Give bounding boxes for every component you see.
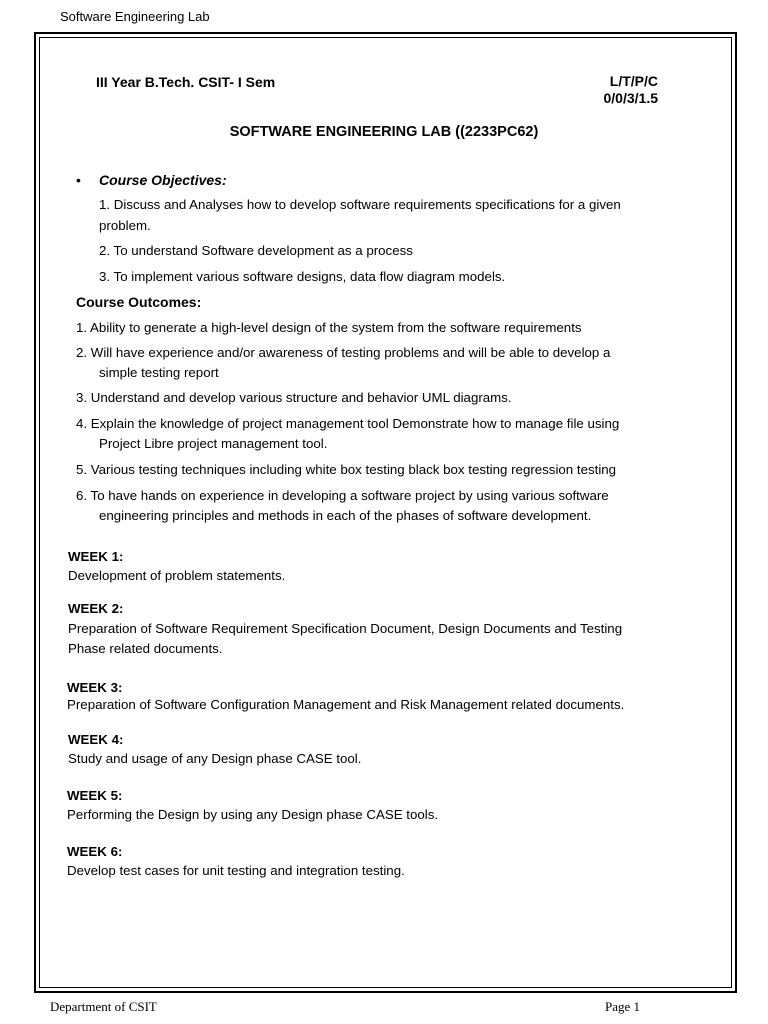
- week-6-text: Develop test cases for unit testing and integration testing.: [67, 863, 405, 878]
- objective-item: 2. To understand Software development as a process: [99, 243, 413, 258]
- page-title: SOFTWARE ENGINEERING LAB ((2233PC62): [229, 124, 539, 140]
- week-4-label: WEEK 4:: [68, 732, 124, 747]
- outcome-item: simple testing report: [99, 365, 219, 380]
- week-5-label: WEEK 5:: [67, 788, 123, 803]
- running-header: Software Engineering Lab: [60, 9, 210, 24]
- week-6-label: WEEK 6:: [67, 844, 123, 859]
- week-3-label: WEEK 3:: [67, 680, 123, 695]
- ltpc-label: L/T/P/C: [609, 73, 658, 89]
- week-1-text: Development of problem statements.: [68, 568, 286, 583]
- outcome-item: 3. Understand and develop various structure and behavior UML diagrams.: [76, 390, 512, 405]
- outcome-item: 4. Explain the knowledge of project management tool Demonstrate how to manage file using: [76, 416, 620, 431]
- outcome-item: engineering principles and methods in each of the phases of software development.: [99, 508, 592, 523]
- objective-item: problem.: [99, 218, 151, 233]
- outcome-item: 1. Ability to generate a high-level design of the system from the software requirements: [76, 320, 582, 335]
- outcome-item: 5. Various testing techniques including white box testing black box testing regression testing: [76, 462, 617, 477]
- week-2-text: Phase related documents.: [68, 641, 223, 656]
- objective-item: 1. Discuss and Analyses how to develop software requirements specifications for a given: [99, 197, 621, 212]
- ltpc-value: 0/0/3/1.5: [603, 90, 658, 106]
- footer-page-number: Page 1: [605, 999, 641, 1014]
- week-2-text: Preparation of Software Requirement Specification Document, Design Documents and Testing: [68, 621, 623, 636]
- outcome-item: 2. Will have experience and/or awareness of testing problems and will be able to develop a: [76, 345, 611, 360]
- objective-item: 3. To implement various software designs, data flow diagram models.: [99, 269, 506, 284]
- week-4-text: Study and usage of any Design phase CASE tool.: [68, 751, 362, 766]
- outcome-item: Project Libre project management tool.: [99, 436, 328, 451]
- outcome-item: 6. To have hands on experience in developing a software project by using various software: [76, 488, 609, 503]
- week-5-text: Performing the Design by using any Design phase CASE tools.: [67, 807, 439, 822]
- year-semester: III Year B.Tech. CSIT- I Sem: [96, 74, 276, 90]
- outcomes-heading: Course Outcomes:: [76, 294, 202, 310]
- week-2-label: WEEK 2:: [68, 601, 124, 616]
- objectives-heading: Course Objectives:: [99, 172, 227, 188]
- week-3-text: Preparation of Software Configuration Management and Risk Management related documents.: [67, 697, 625, 712]
- footer-department: Department of CSIT: [50, 999, 157, 1014]
- week-1-label: WEEK 1:: [68, 549, 124, 564]
- bullet-icon: •: [76, 172, 81, 188]
